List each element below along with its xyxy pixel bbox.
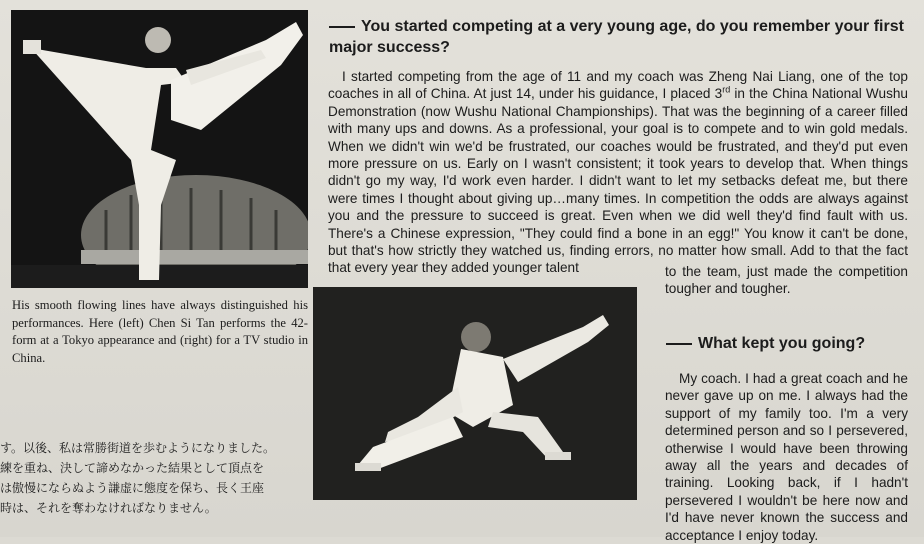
answer-text-continued: in the China National Wushu Demonstration (now Wushu National Championships). That was the beginning of a career filled with many ups and downs. As a professional, your goal is to compete and to win gold medals. When we didn't win we'd be frustrated, our coaches would be frustrated, and they'd put even more pressure on us. Early on I wasn't consistent; it took years to develop that. When things didn't go my way, I'd work even harder. I didn't want to let my setbacks defeat me, but there were times I thought about giving up…many times. In competition the odds are always against you and the pressure to succeed is great. Even when we did well they'd find fault with us. There's a Chinese expression, "They could find a bone in an egg!" You know it can't be done, but that's how strictly they watched us, finding errors, no matter how small. Add to that the fact that every year they added younger talent bbox=[328, 86, 908, 276]
question-heading bbox=[666, 333, 906, 354]
photo-tv-studio-performance bbox=[313, 287, 637, 500]
japanese-line: 練を重ね、決して諦めなかった結果として頂点を bbox=[0, 461, 265, 475]
question-text: What kept you going? bbox=[698, 335, 866, 352]
em-dash bbox=[329, 26, 355, 28]
answer-paragraph bbox=[328, 68, 908, 277]
em-dash bbox=[666, 343, 692, 345]
photo-caption: His smooth flowing lines have always distinguished his performances. Here (left) Chen Si Tan performs the 42-form at a Tokyo appearance and (right) for a TV studio in China. bbox=[12, 298, 308, 365]
japanese-line: は傲慢にならぬよう謙虚に態度を保ち、長く王座 bbox=[0, 481, 265, 495]
answer-text: I started competing from the age of 11 and my coach was Zheng Nai Liang, one of the top coaches in all of China. At just 14, under his guidance, I placed 3 bbox=[328, 69, 908, 102]
answer-paragraph-end: to the team, just made the competition tougher and tougher. bbox=[665, 264, 908, 297]
question-heading bbox=[329, 16, 914, 58]
tai-chi-low-stance-figure bbox=[313, 287, 637, 500]
photo-tokyo-performance bbox=[11, 10, 308, 288]
tai-chi-kick-figure bbox=[11, 10, 308, 288]
question-text: You started competing at a very young age, do you remember your first major success? bbox=[329, 18, 904, 56]
answer-text: My coach. I had a great coach and he never gave up on me. I always had the support of my family too. I'm a very determined person and so I persevered, otherwise I would have been throwing away all the years and decades of training. Looking back, if I hadn't persevered I wouldn't be here now and I'd have never known the success and acceptance I enjoy today. bbox=[665, 371, 908, 543]
japanese-line: す。以後、私は常勝街道を歩むようになりました。 bbox=[0, 441, 276, 455]
answer-paragraph bbox=[665, 370, 908, 544]
ordinal-suffix: rd bbox=[722, 84, 731, 95]
japanese-line: 時は、それを奪わなければなりません。 bbox=[0, 501, 217, 515]
japanese-text-block bbox=[0, 438, 300, 518]
